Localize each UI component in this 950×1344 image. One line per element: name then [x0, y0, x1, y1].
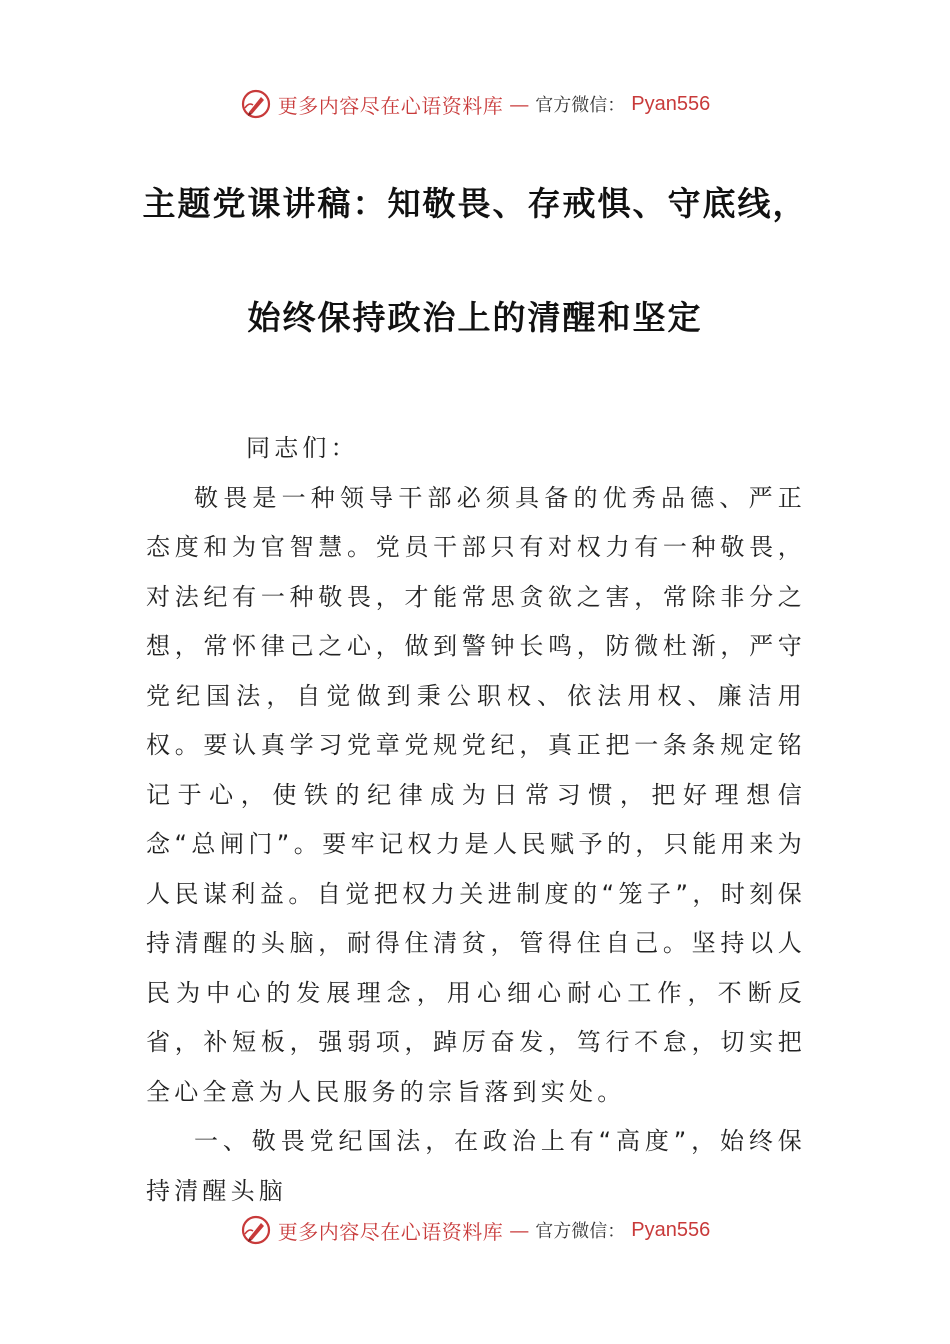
section-heading: 一、敬畏党纪国法，在政治上有“高度”，始终保持清醒头脑 — [146, 1127, 806, 1205]
banner-brand-text: 更多内容尽在心语资料库 — [277, 93, 504, 118]
banner-wechat-label: 官方微信： — [535, 1221, 626, 1242]
banner-wechat-id: Pyan556 — [631, 1218, 711, 1241]
pen-logo-icon — [240, 1214, 272, 1246]
document-title-line-1: 主题党课讲稿：知敬畏、存戒惧、守底线， — [142, 184, 808, 223]
document-body — [146, 424, 806, 1216]
footer-banner — [0, 1208, 950, 1252]
banner-dash: — — [509, 1218, 530, 1242]
header-banner — [0, 82, 950, 126]
document-title-line-2: 始终保持政治上的清醒和坚定 — [247, 298, 703, 337]
greeting: 同志们： — [246, 434, 359, 462]
banner-brand-text: 更多内容尽在心语资料库 — [277, 1219, 504, 1244]
banner-wechat-id: Pyan556 — [631, 92, 711, 115]
pen-logo-icon — [240, 88, 272, 120]
banner-wechat-label: 官方微信： — [535, 95, 626, 116]
banner-dash: — — [509, 92, 530, 116]
paragraph: 敬畏是一种领导干部必须具备的优秀品德、严正态度和为官智慧。党员干部只有对权力有一种敬畏，对法纪有一种敬畏，才能常思贪欲之害，常除非分之想，常怀律己之心，做到警钟长鸣，防微杜渐，严守党纪国法，自觉做到秉公职权、依法用权、廉洁用权。要认真学习党章党规党纪，真正把一条条规定铭记于心，使铁的纪律成为日常习惯，把好理想信念“总闸门”。要牢记权力是人民赋予的，只能用来为人民谋利益。自觉把权力关进制度的“笼子”，时刻保持清醒的头脑，耐得住清贫，管得住自己。坚持以人民为中心的发展理念，用心细心耐心工作，不断反省，补短板，强弱项，踔厉奋发，笃行不怠，切实把全心全意为人民服务的宗旨落到实处。 — [146, 483, 806, 1106]
